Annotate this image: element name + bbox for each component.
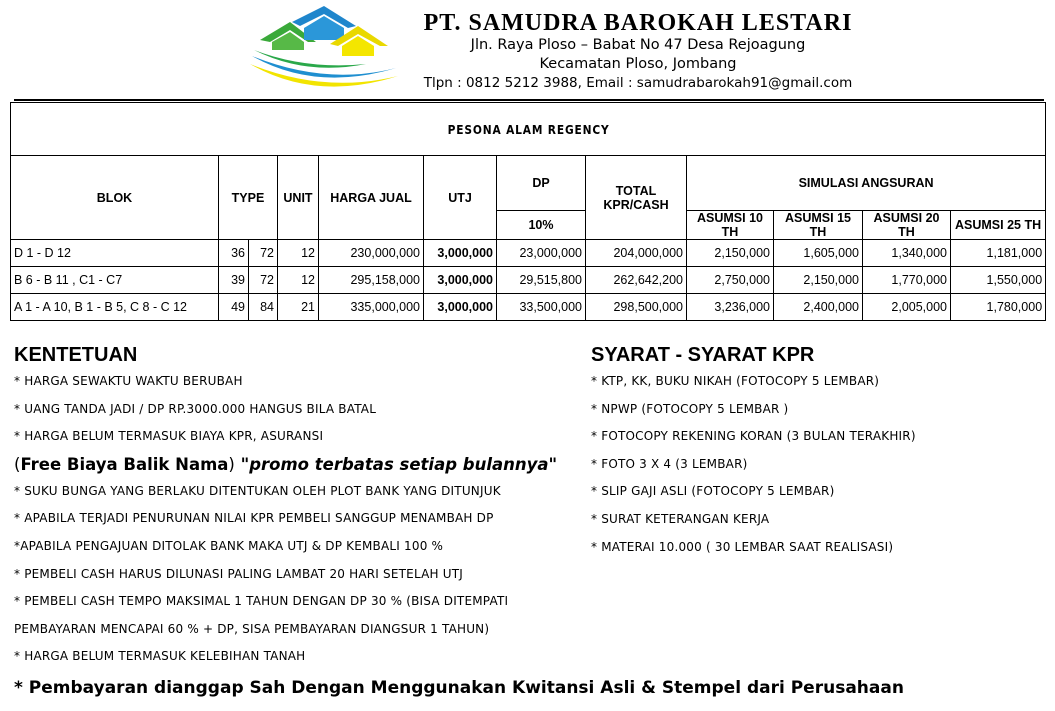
list-item: * MATERAI 10.000 ( 30 LEMBAR SAAT REALISASI) [591,539,894,554]
header-simulasi: SIMULASI ANGSURAN [687,156,1046,211]
header-asumsi-20: ASUMSI 20 TH [863,211,951,240]
cell-blok: A 1 - A 10, B 1 - B 5, C 8 - C 12 [11,294,219,321]
promo-open: ( [14,454,21,474]
cell-asumsi-10: 2,150,000 [687,240,774,267]
cell-utj: 3,000,000 [424,267,497,294]
cell-total: 298,500,000 [586,294,687,321]
syarat-section [591,342,1031,561]
promo-line [14,451,574,478]
cell-unit: 12 [278,267,319,294]
list-item: * SLIP GAJI ASLI (FOTOCOPY 5 LEMBAR) [591,484,835,499]
list-item: * PEMBELI CASH TEMPO MAKSIMAL 1 TAHUN DENGAN DP 30 % (BISA DITEMPATI [14,594,509,609]
header-dp: DP [497,156,586,211]
table-title: PESONA ALAM REGENCY [88,103,968,156]
cell-asumsi-20: 1,340,000 [863,240,951,267]
cell-dp: 33,500,000 [497,294,586,321]
cell-utj: 3,000,000 [424,294,497,321]
ketentuan-title: KENTETUAN [14,344,138,366]
cell-unit: 12 [278,240,319,267]
header-divider [14,99,1044,101]
header-total: TOTAL KPR/CASH [586,156,687,240]
cell-type-a: 39 [219,267,249,294]
cell-total: 262,642,200 [586,267,687,294]
cell-harga: 295,158,000 [319,267,424,294]
syarat-title: SYARAT - SYARAT KPR [591,344,815,366]
cell-type-b: 84 [249,294,278,321]
list-item: * SUKU BUNGA YANG BERLAKU DITENTUKAN OLEH PLOT BANK YANG DITUNJUK [14,483,501,498]
cell-total: 204,000,000 [586,240,687,267]
promo-free: Free Biaya Balik Nama [20,454,229,474]
company-name: PT. SAMUDRA BAROKAH LESTARI [423,10,853,36]
header-asumsi-25: ASUMSI 25 TH [951,211,1046,240]
cell-unit: 21 [278,294,319,321]
cell-asumsi-15: 2,150,000 [774,267,863,294]
header-type: TYPE [219,156,278,240]
ketentuan-section [14,342,574,671]
cell-blok: B 6 - B 11 , C1 - C7 [11,267,219,294]
payment-note: * Pembayaran dianggap Sah Dengan Menggunakan Kwitansi Asli & Stempel dari Perusahaan [14,678,904,698]
list-item: PEMBAYARAN MENCAPAI 60 % + DP, SISA PEMBAYARAN DIANGSUR 1 TAHUN) [14,621,490,636]
table-row [11,294,1046,321]
list-item: * HARGA BELUM TERMASUK KELEBIHAN TANAH [14,649,306,664]
cell-harga: 335,000,000 [319,294,424,321]
table-row [11,240,1046,267]
cell-type-b: 72 [249,240,278,267]
header-blok: BLOK [11,156,219,240]
price-table [10,102,1046,321]
cell-asumsi-15: 2,400,000 [774,294,863,321]
cell-asumsi-20: 2,005,000 [863,294,951,321]
promo-close: ) [228,454,235,474]
cell-utj: 3,000,000 [424,240,497,267]
promo-tagline: "promo terbatas setiap bulannya" [240,454,558,474]
cell-dp: 23,000,000 [497,240,586,267]
list-item: * HARGA BELUM TERMASUK BIAYA KPR, ASURANSI [14,429,324,444]
cell-type-a: 36 [219,240,249,267]
cell-asumsi-10: 2,750,000 [687,267,774,294]
cell-asumsi-25: 1,181,000 [951,240,1046,267]
header-unit: UNIT [278,156,319,240]
list-item: * KTP, KK, BUKU NIKAH (FOTOCOPY 5 LEMBAR) [591,374,880,388]
cell-asumsi-10: 3,236,000 [687,294,774,321]
list-item: * FOTOCOPY REKENING KORAN (3 BULAN TERAKHIR) [591,429,916,444]
letterhead [0,0,1055,100]
cell-blok: D 1 - D 12 [11,240,219,267]
header-dp-percent: 10% [497,211,586,240]
company-address-1: Jln. Raya Ploso – Babat No 47 Desa Rejoagung [470,37,806,53]
cell-asumsi-15: 1,605,000 [774,240,863,267]
list-item: * SURAT KETERANGAN KERJA [591,511,770,526]
header-asumsi-15: ASUMSI 15 TH [774,211,863,240]
company-info [408,10,868,93]
cell-harga: 230,000,000 [319,240,424,267]
list-item: * NPWP (FOTOCOPY 5 LEMBAR ) [591,401,789,416]
header-utj: UTJ [424,156,497,240]
cell-asumsi-25: 1,780,000 [951,294,1046,321]
list-item: * UANG TANDA JADI / DP RP.3000.000 HANGUS BILA BATAL [14,401,377,416]
company-contact: Tlpn : 0812 5212 3988, Email : samudrabarokah91@gmail.com [423,75,853,91]
list-item: *APABILA PENGAJUAN DITOLAK BANK MAKA UTJ & DP KEMBALI 100 % [14,538,444,553]
list-item: * HARGA SEWAKTU WAKTU BERUBAH [14,374,243,388]
company-address-2: Kecamatan Ploso, Jombang [539,56,737,72]
list-item: * FOTO 3 X 4 (3 LEMBAR) [591,456,748,471]
cell-type-b: 72 [249,267,278,294]
header-asumsi-10: ASUMSI 10 TH [687,211,774,240]
list-item: * APABILA TERJADI PENURUNAN NILAI KPR PEMBELI SANGGUP MENAMBAH DP [14,511,494,526]
header-harga-jual: HARGA JUAL [319,156,424,240]
cell-type-a: 49 [219,294,249,321]
cell-dp: 29,515,800 [497,267,586,294]
list-item: * PEMBELI CASH HARUS DILUNASI PALING LAMBAT 20 HARI SETELAH UTJ [14,566,464,581]
cell-asumsi-25: 1,550,000 [951,267,1046,294]
house-roof-wave-logo [246,6,402,94]
table-row [11,267,1046,294]
cell-asumsi-20: 1,770,000 [863,267,951,294]
